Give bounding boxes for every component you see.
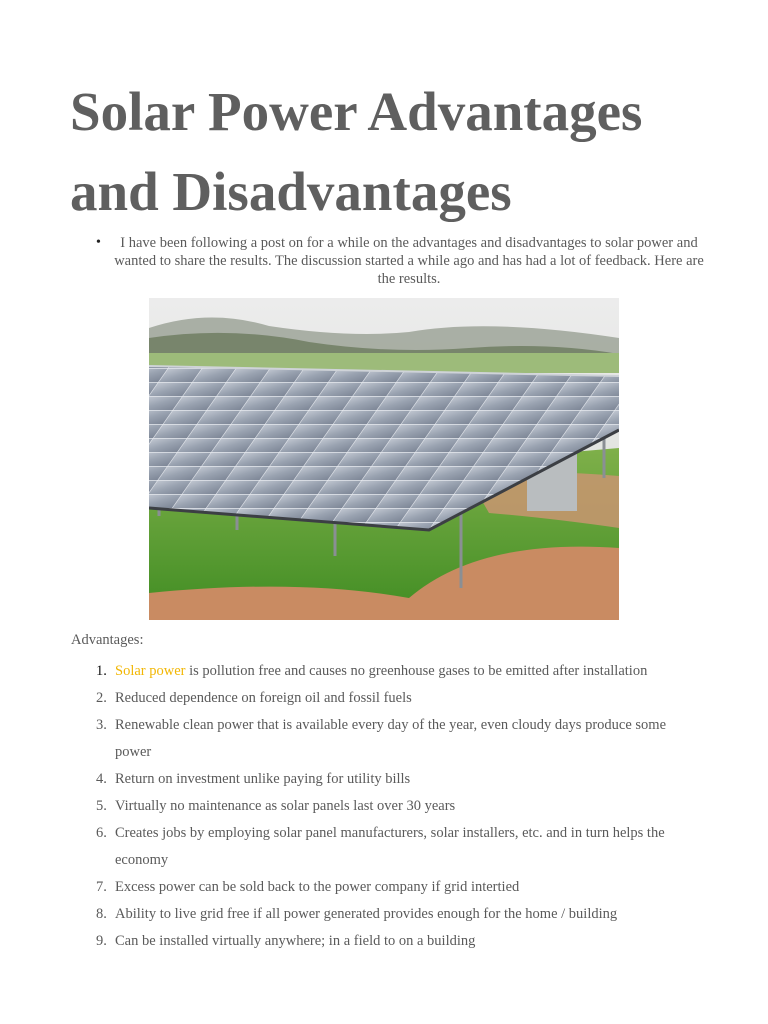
intro-bullet — [96, 234, 706, 288]
list-number: 9. — [96, 933, 107, 949]
list-number: 7. — [96, 879, 107, 895]
list-item — [96, 928, 696, 955]
list-item-text: Virtually no maintenance as solar panels last over 30 years — [115, 798, 456, 814]
advantages-list — [96, 658, 696, 955]
list-item-text: Return on investment unlike paying for utility bills — [115, 771, 411, 787]
list-item-text: Renewable clean power that is available every day of the year, even cloudy days produce some power — [115, 717, 666, 760]
list-item-text: Can be installed virtually anywhere; in a field to on a building — [115, 933, 476, 949]
list-number: 8. — [96, 906, 107, 922]
list-number: 6. — [96, 825, 107, 841]
list-number: 1. — [96, 663, 107, 679]
list-item-text: is pollution free and causes no greenhouse gases to be emitted after installation — [185, 663, 648, 679]
list-item — [96, 766, 696, 793]
list-number: 4. — [96, 771, 107, 787]
intro-text: I have been following a post on for a while on the advantages and disadvantages to solar power and wanted to share the results. The discussion started a while ago and has had a lot of feedback. Here are the results. — [114, 235, 704, 287]
page-title: Solar Power Advantages and Disadvantages — [70, 81, 643, 222]
list-item — [96, 658, 696, 685]
list-item-text: Excess power can be sold back to the power company if grid intertied — [115, 879, 520, 895]
list-item — [96, 901, 696, 928]
list-item-text: Creates jobs by employing solar panel manufacturers, solar installers, etc. and in turn helps the economy — [115, 825, 665, 868]
list-item — [96, 793, 696, 820]
solar-power-link[interactable]: Solar power — [115, 663, 186, 679]
list-item — [96, 712, 696, 766]
advantages-heading: Advantages: — [71, 632, 144, 648]
list-item — [96, 820, 696, 874]
list-number: 3. — [96, 717, 107, 733]
list-number: 2. — [96, 690, 107, 706]
list-item — [96, 685, 696, 712]
list-item-text: Reduced dependence on foreign oil and fossil fuels — [115, 690, 412, 706]
bullet-dot: • — [96, 235, 101, 250]
list-item-text: Ability to live grid free if all power generated provides enough for the home / building — [115, 906, 618, 922]
list-item — [96, 874, 696, 901]
list-number: 5. — [96, 798, 107, 814]
solar-panels-photo — [149, 298, 619, 620]
